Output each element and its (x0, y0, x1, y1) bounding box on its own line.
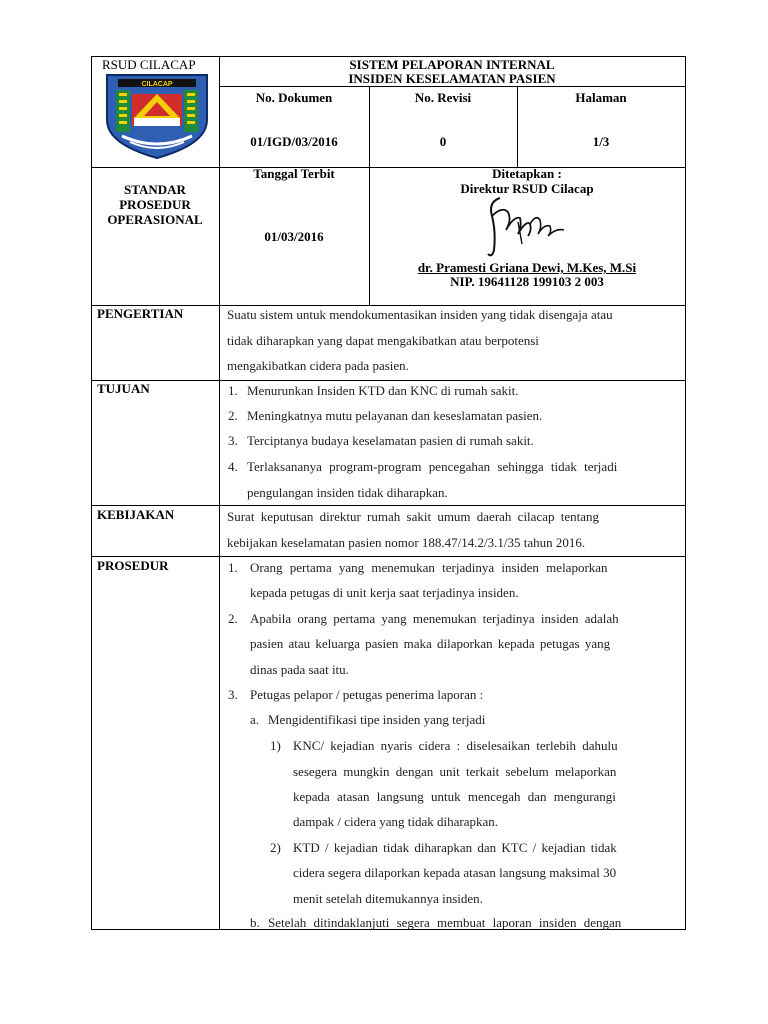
kebijakan-label: KEBIJAKAN (97, 507, 175, 522)
prosedur-subsubitem-line: sesegera mungkin dengan unit terkait sebelum melaporkan (293, 764, 617, 779)
svg-text:CILACAP: CILACAP (141, 81, 173, 88)
section-divider-tujuan (91, 380, 686, 381)
pengertian-line: Suatu sistem untuk mendokumentasikan insiden yang tidak disengaja atau (227, 307, 613, 322)
prosedur-subsubitem-line: dampak / cidera yang tidak diharapkan. (293, 814, 499, 829)
prosedur-label: PROSEDUR (97, 558, 169, 573)
doc-number-label: No. Dokumen (255, 90, 333, 105)
tujuan-item-text: Terlaksananya program-program pencegahan sehingga tidak terjadi (247, 459, 618, 474)
kebijakan-line: kebijakan keselamatan pasien nomor 188.47/14.2/3.1/35 tahun 2016. (227, 535, 586, 550)
prosedur-item-line: pasien atau keluarga pasien maka dilaporkan kepada petugas yang (250, 636, 611, 651)
director-name: dr. Pramesti Griana Dewi, M.Kes, M.Si (417, 260, 637, 275)
tujuan-item-number: 3. (228, 433, 238, 448)
prosedur-item-line: Apabila orang pertama yang menemukan terjadinya insiden adalah (250, 611, 619, 626)
tujuan-item-number: 2. (228, 408, 238, 423)
prosedur-subsubitem-line: KTD / kejadian tidak diharapkan dan KTC / kejadian tidak (293, 840, 617, 855)
tujuan-item-text: Terciptanya budaya keselamatan pasien di rumah sakit. (247, 433, 534, 448)
table-border-right (685, 56, 686, 930)
prosedur-subitem-letter: a. (250, 712, 260, 727)
pengertian-line: tidak diharapkan yang dapat mengakibatkan atau berpotensi (227, 333, 539, 348)
issue-date-label: Tanggal Terbit (253, 166, 335, 181)
tujuan-item-text: Meningkatnya mutu pelayanan dan keseslamatan pasien. (247, 408, 543, 423)
prosedur-subitem-text: Setelah ditindaklanjuti segera membuat laporan insiden dengan (268, 915, 622, 930)
sop-label-line3: OPERASIONAL (107, 212, 203, 227)
prosedur-item-line: kepada petugas di unit kerja saat terjadinya insiden. (250, 585, 519, 600)
prosedur-subsubitem-line: KNC/ kejadian nyaris cidera : diselesaikan terlebih dahulu (293, 738, 618, 753)
tujuan-item-text: Menurunkan Insiden KTD dan KNC di rumah sakit. (247, 383, 519, 398)
prosedur-subsubitem-line: kepada atasan langsung untuk mencegah dan mengurangi (293, 789, 616, 804)
pengertian-label: PENGERTIAN (97, 306, 184, 321)
sop-label-line1: STANDAR (124, 182, 186, 197)
prosedur-subsubitem-line: cidera segera dilaporkan kepada atasan langsung maksimal 30 (293, 865, 617, 880)
tujuan-item-continuation: pengulangan insiden tidak diharapkan. (247, 485, 448, 500)
tujuan-label: TUJUAN (97, 381, 150, 396)
kebijakan-line: Surat keputusan direktur rumah sakit umum daerah cilacap tentang (227, 509, 599, 524)
hospital-name: RSUD CILACAP (102, 57, 196, 72)
tujuan-item-number: 4. (228, 459, 238, 474)
document-title-line1: SISTEM PELAPORAN INTERNAL (349, 57, 555, 72)
document-title-line2: INSIDEN KESELAMATAN PASIEN (348, 71, 556, 86)
sop-label-line2: PROSEDUR (119, 197, 191, 212)
prosedur-item-line: dinas pada saat itu. (250, 662, 349, 677)
prosedur-item-number: 3. (228, 687, 238, 702)
revision-label: No. Revisi (414, 90, 472, 105)
page-label: Halaman (575, 90, 627, 105)
pengertian-line: mengakibatkan cidera pada pasien. (227, 358, 409, 373)
prosedur-item-number: 2. (228, 611, 238, 626)
page-value: 1/3 (592, 134, 610, 149)
prosedur-subsubitem-line: menit setelah ditemukannya insiden. (293, 891, 483, 906)
director-title: Direktur RSUD Cilacap (460, 181, 594, 196)
table-column-divider (219, 56, 220, 930)
prosedur-subitem-letter: b. (250, 915, 260, 930)
prosedur-subsubitem-number: 1) (270, 738, 281, 753)
doc-number-value: 01/IGD/03/2016 (250, 134, 338, 149)
prosedur-subsubitem-number: 2) (270, 840, 281, 855)
revision-value: 0 (439, 134, 447, 149)
section-divider-prosedur (91, 556, 686, 557)
issue-date-value: 01/03/2016 (264, 229, 324, 244)
hospital-logo (104, 72, 210, 160)
director-nip: NIP. 19641128 199103 2 003 (450, 274, 604, 289)
prosedur-item-line: Petugas pelapor / petugas penerima laporan : (250, 687, 484, 702)
section-divider-kebijakan (91, 505, 686, 506)
director-signature (478, 192, 574, 262)
established-label: Ditetapkan : (492, 166, 562, 181)
tujuan-item-number: 1. (228, 383, 238, 398)
prosedur-item-number: 1. (228, 560, 238, 575)
prosedur-item-line: Orang pertama yang menemukan terjadinya insiden melaporkan (250, 560, 608, 575)
prosedur-subitem-text: Mengidentifikasi tipe insiden yang terjadi (268, 712, 486, 727)
